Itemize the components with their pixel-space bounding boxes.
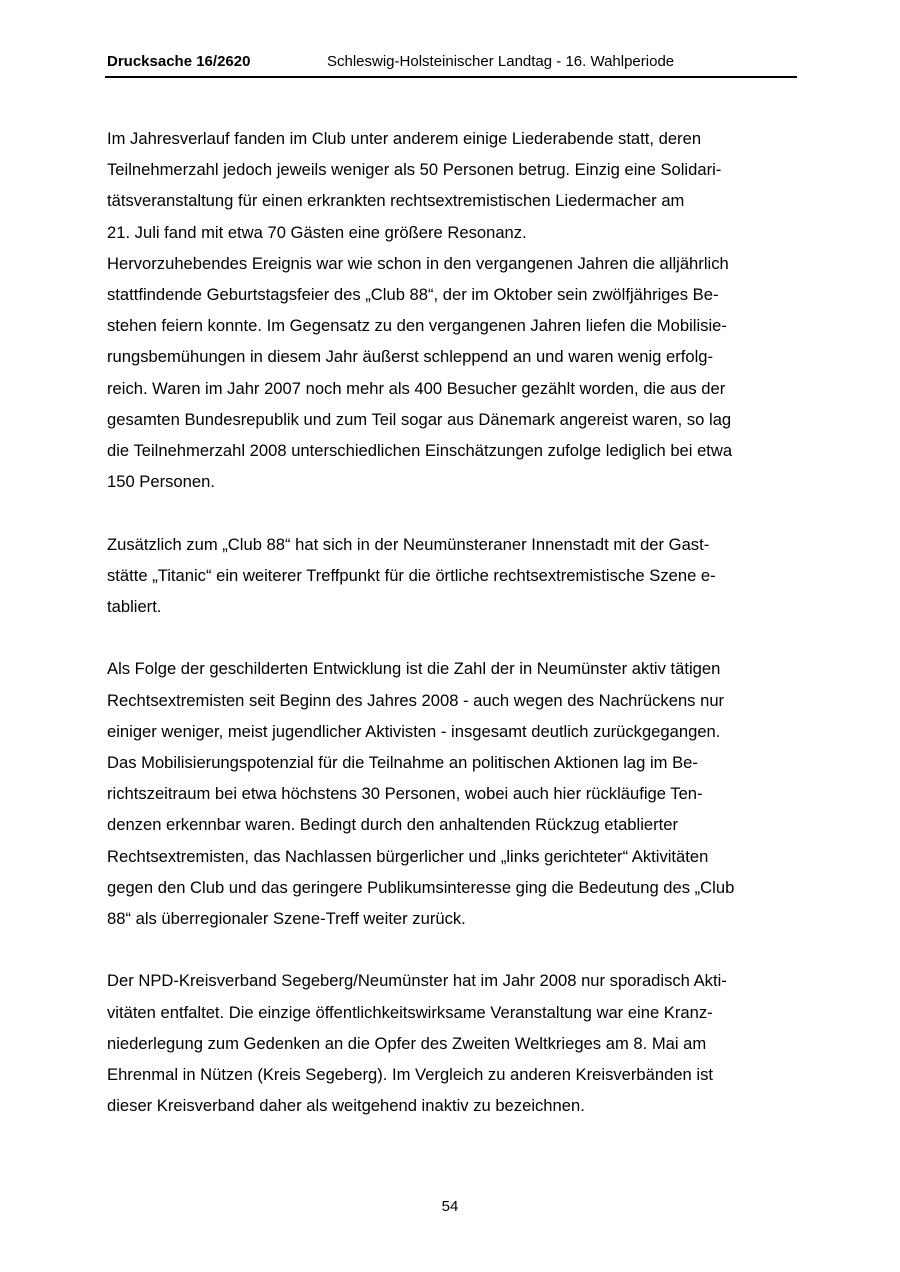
text-line: rungsbemühungen in diesem Jahr äußerst schleppend an und waren wenig erfolg-: [107, 347, 714, 367]
text-line: richtszeitraum bei etwa höchstens 30 Personen, wobei auch hier rückläufige Ten-: [107, 784, 703, 804]
text-line: vitäten entfaltet. Die einzige öffentlichkeitswirksame Veranstaltung war eine Kranz-: [107, 1002, 713, 1022]
text-line: die Teilnehmerzahl 2008 unterschiedlichen Einschätzungen zufolge lediglich bei etwa: [107, 441, 733, 461]
text-line: dieser Kreisverband daher als weitgehend inaktiv zu bezeichnen.: [107, 1096, 585, 1116]
text-line: Hervorzuhebendes Ereignis war wie schon in den vergangenen Jahren die alljährlich: [107, 253, 729, 273]
text-line: Teilnehmerzahl jedoch jeweils weniger als 50 Personen betrug. Einzig eine Solidari-: [107, 160, 722, 180]
text-line: niederlegung zum Gedenken an die Opfer des Zweiten Weltkrieges am 8. Mai am: [107, 1033, 707, 1053]
text-line: stehen feiern konnte. Im Gegensatz zu den vergangenen Jahren liefen die Mobilisie-: [107, 316, 727, 336]
page-number: 54: [441, 1198, 459, 1215]
text-line: einiger weniger, meist jugendlicher Aktivisten - insgesamt deutlich zurückgegangen.: [107, 721, 721, 741]
paragraph-spacer: [107, 934, 807, 965]
text-line: Rechtsextremisten, das Nachlassen bürgerlicher und „links gerichteter“ Aktivitäten: [107, 846, 709, 866]
text-line: gegen den Club und das geringere Publikumsinteresse ging die Bedeutung des „Club: [107, 877, 735, 897]
text-line: Das Mobilisierungspotenzial für die Teilnahme an politischen Aktionen lag im Be-: [107, 753, 698, 773]
text-line: stattfindende Geburtstagsfeier des „Club 88“, der im Oktober sein zwölfjähriges Be-: [107, 285, 719, 305]
document-number: Drucksache 16/2620: [107, 53, 251, 70]
text-line: denzen erkennbar waren. Bedingt durch den anhaltenden Rückzug etablierter: [107, 815, 679, 835]
page-header: [105, 52, 797, 78]
paragraph: [107, 653, 807, 934]
text-line: Der NPD-Kreisverband Segeberg/Neumünster hat im Jahr 2008 nur sporadisch Akti-: [107, 971, 727, 991]
text-line: 21. Juli fand mit etwa 70 Gästen eine größere Resonanz.: [107, 222, 527, 242]
text-line: Ehrenmal in Nützen (Kreis Segeberg). Im Vergleich zu anderen Kreisverbänden ist: [107, 1065, 713, 1085]
document-source: Schleswig-Holsteinischer Landtag - 16. Wahlperiode: [327, 53, 675, 70]
paragraph-spacer: [107, 497, 807, 528]
paragraph: [107, 123, 807, 248]
body-text: [107, 123, 807, 1121]
text-line: tabliert.: [107, 597, 162, 617]
paragraph-spacer: [107, 622, 807, 653]
text-line: stätte „Titanic“ ein weiterer Treffpunkt für die örtliche rechtsextremistische Szene e-: [107, 565, 716, 585]
text-line: Rechtsextremisten seit Beginn des Jahres 2008 - auch wegen des Nachrückens nur: [107, 690, 725, 710]
text-line: Zusätzlich zum „Club 88“ hat sich in der Neumünsteraner Innenstadt mit der Gast-: [107, 534, 710, 554]
paragraph: [107, 529, 807, 623]
text-line: reich. Waren im Jahr 2007 noch mehr als 400 Besucher gezählt worden, die aus der: [107, 378, 726, 398]
paragraph: [107, 965, 807, 1121]
text-line: Als Folge der geschilderten Entwicklung ist die Zahl der in Neumünster aktiv tätigen: [107, 659, 721, 679]
paragraph: [107, 248, 807, 498]
text-line: tätsveranstaltung für einen erkrankten rechtsextremistischen Liedermacher am: [107, 191, 685, 211]
text-line: 88“ als überregionaler Szene-Treff weiter zurück.: [107, 909, 466, 929]
text-line: 150 Personen.: [107, 472, 215, 492]
text-line: Im Jahresverlauf fanden im Club unter anderem einige Liederabende statt, deren: [107, 129, 702, 148]
text-line: gesamten Bundesrepublik und zum Teil sogar aus Dänemark angereist waren, so lag: [107, 409, 732, 429]
